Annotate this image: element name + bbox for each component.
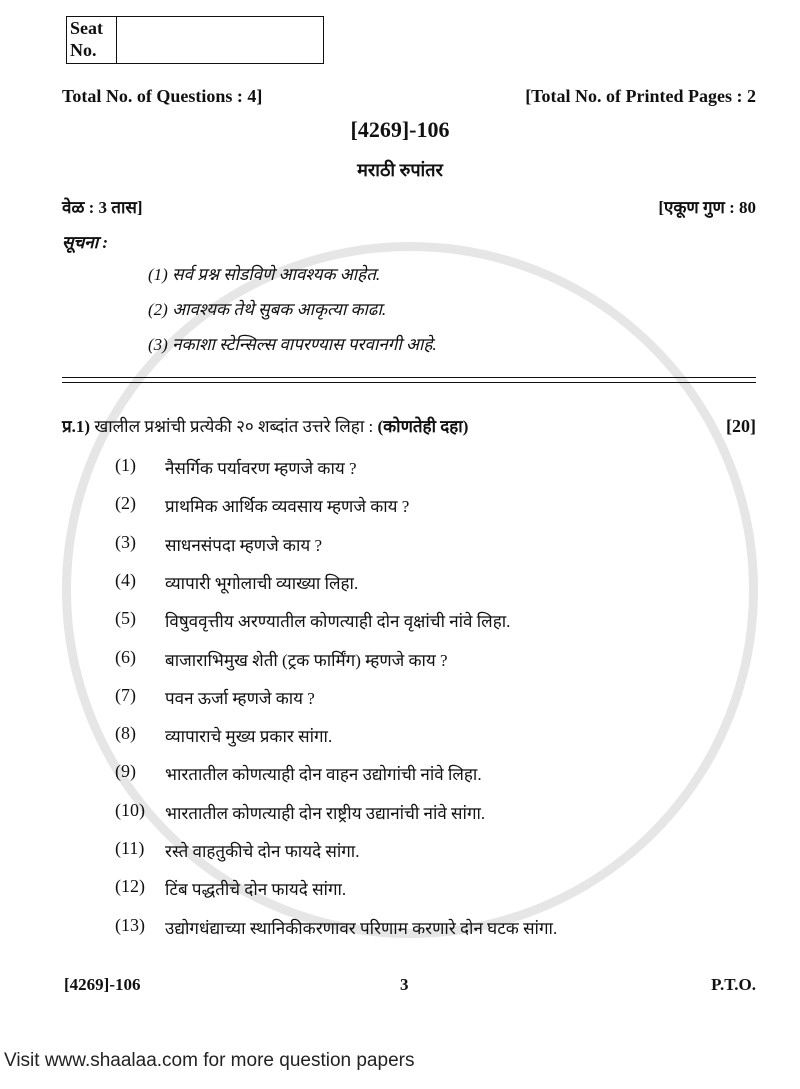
shaalaa-link[interactable]: Visit www.shaalaa.com for more question papers bbox=[4, 1050, 415, 1071]
question-item-text: रस्ते वाहतुकीचे दोन फायदे सांगा. bbox=[165, 842, 360, 861]
time-marks-row bbox=[62, 195, 756, 218]
divider-line bbox=[62, 377, 756, 378]
question-item-text: भारतातील कोणत्याही दोन वाहन उद्योगांची नांवे लिहा. bbox=[165, 765, 482, 785]
question-item-number: (2) bbox=[115, 493, 136, 514]
question-item-text: साधनसंपदा म्हणजे काय ? bbox=[165, 535, 323, 555]
question-label: प्र.1) bbox=[62, 417, 91, 436]
question-item-number: (3) bbox=[115, 531, 136, 552]
instruction-item: (2) आवश्यक तेथे सुबक आकृत्या काढा. bbox=[148, 300, 387, 319]
pto-label: P.T.O. bbox=[711, 975, 756, 994]
seat-number-box bbox=[66, 16, 324, 64]
question-text: खालील प्रश्नांची प्रत्येकी २० शब्दांत उत्तरे लिहा : bbox=[94, 417, 374, 436]
question-item-number: (5) bbox=[115, 608, 136, 629]
total-marks: [एकूण गुण : 80 bbox=[658, 198, 756, 217]
question-item-number: (7) bbox=[115, 684, 136, 705]
question-item-number: (12) bbox=[115, 876, 145, 897]
instruction-item: (1) सर्व प्रश्न सोडविणे आवश्यक आहेत. bbox=[148, 265, 381, 284]
seat-label: Seat No. bbox=[67, 17, 117, 63]
divider-line bbox=[62, 382, 756, 383]
question-item-number: (9) bbox=[115, 761, 136, 782]
total-questions: Total No. of Questions : 4] bbox=[62, 86, 263, 106]
instructions-heading: सूचना : bbox=[62, 233, 109, 252]
question-item-number: (6) bbox=[115, 646, 136, 667]
instruction-item: (3) नकाशा स्टेन्सिल्स वापरण्यास परवानगी आहे. bbox=[148, 335, 437, 354]
question-heading-text bbox=[62, 414, 468, 437]
question-item-text: बाजाराभिमुख शेती (ट्रक फार्मिंग) म्हणजे काय ? bbox=[165, 650, 448, 670]
question-choice: (कोणतेही दहा) bbox=[377, 417, 469, 436]
time-allowed: वेळ : 3 तास] bbox=[62, 198, 143, 217]
header-row bbox=[62, 86, 756, 107]
question-item-number: (10) bbox=[115, 799, 145, 820]
question-item-number: (1) bbox=[115, 455, 136, 475]
question-marks: [20] bbox=[726, 416, 756, 436]
question-item-text: विषुववृत्तीय अरण्यातील कोणत्याही दोन वृक्षांची नांवे लिहा. bbox=[165, 612, 511, 632]
question-item-number: (13) bbox=[115, 914, 145, 935]
question-item-text: उद्योगधंद्याच्या स्थानिकीकरणावर परिणाम करणारे दोन घटक सांगा. bbox=[165, 918, 558, 938]
question-item-text: टिंब पद्धतीचे दोन फायदे सांगा. bbox=[165, 880, 347, 900]
question-item-number: (8) bbox=[115, 723, 136, 744]
question-item-text: नैसर्गिक पर्यावरण म्हणजे काय ? bbox=[165, 459, 357, 478]
question-item-text: प्राथमिक आर्थिक व्यवसाय म्हणजे काय ? bbox=[165, 497, 410, 517]
question-item-text: व्यापाराचे मुख्य प्रकार सांगा. bbox=[165, 727, 333, 747]
footer-code: [4269]-106 bbox=[64, 975, 141, 994]
question-item-number: (4) bbox=[115, 569, 136, 590]
question-item-number: (11) bbox=[115, 838, 145, 858]
question-item-text: पवन ऊर्जा म्हणजे काय ? bbox=[165, 688, 315, 708]
question-1-heading bbox=[62, 414, 756, 437]
paper-code: [4269]-106 bbox=[350, 117, 450, 142]
paper-subtitle: मराठी रुपांतर bbox=[357, 160, 443, 180]
question-item-text: भारतातील कोणत्याही दोन राष्ट्रीय उद्यानांची नांवे सांगा. bbox=[165, 803, 486, 823]
question-item-text: व्यापारी भूगोलाची व्याख्या लिहा. bbox=[165, 573, 359, 593]
page-number: 3 bbox=[400, 975, 409, 994]
total-pages: [Total No. of Printed Pages : 2 bbox=[525, 86, 756, 106]
